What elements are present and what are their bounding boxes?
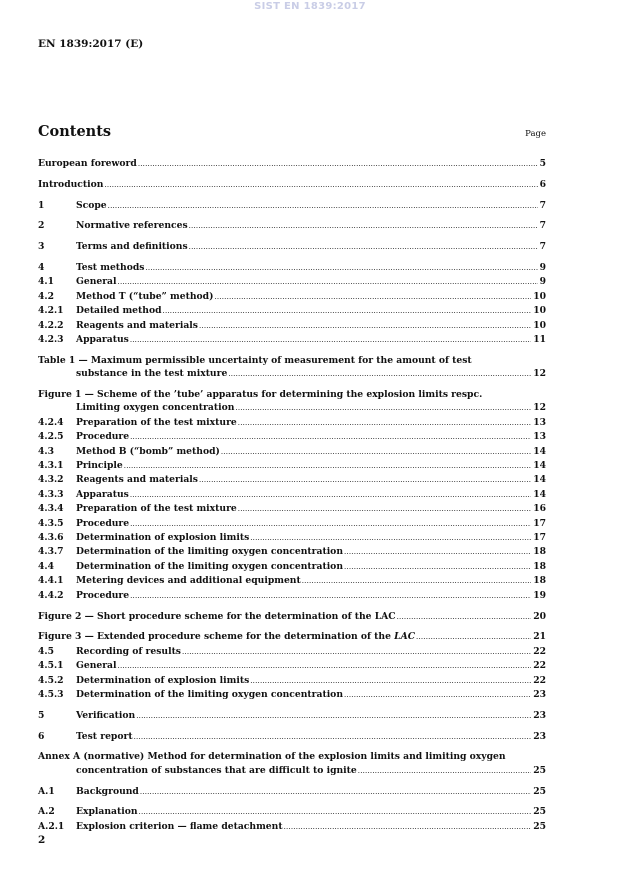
toc-entry-title: Reagents and materials [76,319,198,331]
toc-entry-title: Determination of the limiting oxygen concentration [76,688,343,700]
dot-leader [397,611,532,624]
watermark: SIST EN 1839:2017 [254,1,366,12]
toc-entry-title-italic: LAC [394,631,416,643]
toc-entry-number: 4.2.1 [38,305,64,317]
dot-leader [416,631,531,644]
toc-entry-number: 4.4.2 [38,589,64,601]
toc-entry[interactable] [38,531,546,545]
toc-entry-page: 13 [533,431,546,443]
toc-entry-title-continuation: concentration of substances that are difficult to ignite [76,764,357,776]
toc-entry[interactable] [38,502,546,516]
toc-entry-title: Determination of explosion limits [76,674,250,686]
toc-entry-page: 12 [533,368,546,380]
toc-entry-number: 4.3.1 [38,460,64,472]
toc-entry-page: 7 [539,220,546,232]
toc-entry-title: Verification [76,709,136,721]
toc-entry-page: 22 [533,660,546,672]
toc-entry[interactable] [38,430,546,444]
toc-entry[interactable] [38,157,546,171]
toc-entry-title: Figure 2 — Short procedure scheme for the determination of the LAC [38,610,396,622]
dot-leader [250,532,531,545]
toc-entry-number: 1 [38,199,45,211]
dot-leader [189,220,538,233]
toc-entry-page: 25 [533,764,546,776]
toc-entry-title: Determination of explosion limits [76,532,250,544]
toc-entry[interactable] [38,488,546,502]
toc-entry[interactable] [38,610,546,624]
toc-entry[interactable] [38,445,546,459]
toc-entry-title: Test methods [76,261,145,273]
toc-entry-number: 4.4 [38,560,54,572]
toc-entry-page: 25 [533,820,546,832]
toc-entry-title: Figure 1 — Scheme of the ’tube’ apparatus for determining the explosion limits respc. [38,389,483,401]
dot-leader [344,689,531,702]
dot-leader [138,158,538,171]
toc-entry[interactable] [38,199,546,213]
toc-entry-title: Test report [76,730,133,742]
toc-entry[interactable] [38,545,546,559]
toc-entry-title: Recording of results [76,645,181,657]
toc-entry[interactable] [38,674,546,688]
toc-entry-title: Method B (“bomb” method) [76,445,220,457]
toc-entry-page: 6 [539,178,546,190]
toc-entry-title: Procedure [76,517,130,529]
dot-leader [358,765,531,778]
toc-entry-number: 4 [38,261,45,273]
table-of-contents [38,157,546,834]
toc-entry[interactable] [38,730,546,744]
toc-entry-page: 17 [533,517,546,529]
toc-entry-title: Apparatus [76,488,129,500]
toc-entry-title: Explosion criterion — flame detachment [76,820,283,832]
toc-entry-title: Normative references [76,220,188,232]
toc-entry-title: Method T (“tube” method) [76,290,214,302]
toc-entry-number: 5 [38,709,45,721]
toc-entry-title: Reagents and materials [76,474,198,486]
dot-leader [302,575,531,588]
dot-leader [163,305,532,318]
toc-entry-number: 4.5.1 [38,660,64,672]
dot-leader [130,518,531,531]
toc-entry[interactable] [38,574,546,588]
dot-leader [136,710,531,723]
toc-entry-number: 6 [38,730,45,742]
toc-entry[interactable] [38,517,546,531]
toc-entry-number: 4.2.2 [38,319,64,331]
toc-entry-number: 4.3.4 [38,503,64,515]
toc-entry-page: 19 [533,589,546,601]
toc-entry[interactable] [38,178,546,192]
toc-entry-title: Determination of the limiting oxygen concentration [76,546,343,558]
toc-entry-title: Terms and definitions [76,241,188,253]
toc-entry-number: 4.2.3 [38,334,64,346]
toc-entry[interactable] [38,219,546,233]
toc-entry-number: 4.3.3 [38,488,64,500]
toc-entry-title: Metering devices and additional equipment [76,575,301,587]
toc-entry[interactable] [38,589,546,603]
toc-entry[interactable] [38,416,546,430]
toc-entry[interactable] [38,319,546,333]
toc-entry-number: 4.1 [38,276,54,288]
toc-entry-title: Figure 3 — Extended procedure scheme for the determination of the [38,631,391,643]
toc-entry-page: 21 [533,631,546,643]
dot-leader [130,334,531,347]
toc-entry[interactable] [38,240,546,254]
dot-leader [238,417,531,430]
toc-entry-page: 10 [533,305,546,317]
toc-entry-title: General [76,660,117,672]
toc-entry[interactable] [38,333,546,347]
toc-entry-page: 14 [533,460,546,472]
dot-leader [235,402,531,415]
toc-entry-page: 23 [533,709,546,721]
toc-entry-page: 14 [533,445,546,457]
dot-leader [228,368,531,381]
dot-leader [344,546,531,559]
toc-entry-page: 23 [533,688,546,700]
toc-entry[interactable] [38,560,546,574]
toc-entry[interactable] [38,473,546,487]
toc-entry-number: 4.3.7 [38,546,64,558]
toc-entry-page: 5 [539,158,546,169]
toc-entry-title: Background [76,785,139,797]
toc-entry-number: A.2.1 [38,820,65,832]
toc-entry-page: 7 [539,241,546,253]
dot-leader [199,320,531,333]
toc-entry-page: 7 [539,199,546,211]
toc-entry-page: 16 [533,503,546,515]
toc-entry[interactable] [38,645,546,659]
toc-entry-page: 18 [533,575,546,587]
toc-entry-title: Procedure [76,589,130,601]
dot-leader [130,590,531,603]
dot-leader [250,675,531,688]
toc-entry-page: 14 [533,488,546,500]
toc-entry-page: 10 [533,290,546,302]
toc-entry-title-continuation: Limiting oxygen concentration [76,402,235,414]
dot-leader [108,200,538,213]
toc-entry-number: 4.2.4 [38,416,64,428]
toc-entry[interactable] [38,659,546,673]
toc-entry-title: Preparation of the test mixture [76,416,237,428]
dot-leader [134,731,532,744]
toc-entry-page: 18 [533,560,546,572]
dot-leader [145,262,537,275]
dot-leader [118,660,532,673]
toc-entry[interactable] [38,388,546,416]
toc-entry-number: 4.2.5 [38,431,64,443]
dot-leader [214,291,531,304]
toc-entry-page: 14 [533,474,546,486]
dot-leader [139,806,532,819]
toc-entry-title: Annex A (normative) Method for determination of the explosion limits and limiting oxygen [38,751,506,763]
toc-entry-page: 22 [533,674,546,686]
toc-entry[interactable] [38,805,546,819]
toc-entry-title: Determination of the limiting oxygen concentration [76,560,343,572]
toc-entry-number: 4.4.1 [38,575,64,587]
toc-entry-title: Principle [76,460,123,472]
toc-entry-title: European foreword [38,158,137,169]
toc-entry-title: Detailed method [76,305,162,317]
dot-leader [140,786,531,799]
toc-entry-number: A.1 [38,785,55,797]
dot-leader [189,241,538,254]
toc-entry-number: 4.3.2 [38,474,64,486]
toc-entry[interactable] [38,354,546,382]
toc-entry-page: 13 [533,416,546,428]
toc-entry-page: 12 [533,402,546,414]
toc-entry-page: 11 [533,334,546,346]
toc-entry-page: 22 [533,645,546,657]
toc-entry-number: 4.5.3 [38,688,64,700]
toc-entry-page: 25 [533,785,546,797]
dot-leader [182,646,531,659]
toc-entry-number: 4.3 [38,445,54,457]
toc-entry[interactable] [38,785,546,799]
page-column-label: Page [525,129,546,139]
toc-entry[interactable] [38,304,546,318]
dot-leader [238,503,531,516]
toc-entry[interactable] [38,290,546,304]
toc-entry[interactable] [38,459,546,473]
toc-entry-page: 25 [533,806,546,818]
toc-entry-page: 9 [539,261,546,273]
toc-entry-number: A.2 [38,806,55,818]
toc-entry-title: Explanation [76,806,138,818]
toc-entry-page: 10 [533,319,546,331]
toc-entry-title: Preparation of the test mixture [76,503,237,515]
toc-entry-title: Table 1 — Maximum permissible uncertainty of measurement for the amount of test [38,354,472,366]
toc-entry-number: 3 [38,241,45,253]
toc-entry[interactable] [38,275,546,289]
toc-entry[interactable] [38,261,546,275]
dot-leader [130,489,531,502]
dot-leader [118,276,538,289]
toc-entry[interactable] [38,688,546,702]
toc-entry-page: 9 [539,276,546,288]
toc-entry-number: 4.2 [38,290,54,302]
toc-entry-number: 4.3.6 [38,532,64,544]
dot-leader [221,446,531,459]
dot-leader [344,561,531,574]
toc-entry-title: Procedure [76,431,130,443]
contents-heading: Contents [38,123,112,140]
toc-entry-number: 4.5 [38,645,54,657]
toc-entry-title: Apparatus [76,334,129,346]
dot-leader [104,179,537,192]
dot-leader [130,431,531,444]
dot-leader [199,474,531,487]
toc-entry-number: 2 [38,220,45,232]
toc-entry-page: 17 [533,532,546,544]
dot-leader [284,821,532,834]
toc-entry-page: 23 [533,730,546,742]
toc-entry[interactable] [38,820,546,834]
toc-entry-number: 4.3.5 [38,517,64,529]
page-number: 2 [38,834,46,846]
document-id: EN 1839:2017 (E) [38,38,144,50]
toc-entry[interactable] [38,630,546,644]
toc-entry-number: 4.5.2 [38,674,64,686]
toc-entry-page: 20 [533,610,546,622]
toc-entry-page: 18 [533,546,546,558]
toc-entry[interactable] [38,750,546,778]
toc-entry-title: General [76,276,117,288]
dot-leader [124,460,531,473]
toc-entry-title-continuation: substance in the test mixture [76,368,228,380]
toc-entry[interactable] [38,709,546,723]
toc-entry-title: Scope [76,199,107,211]
toc-entry-title: Introduction [38,178,104,190]
